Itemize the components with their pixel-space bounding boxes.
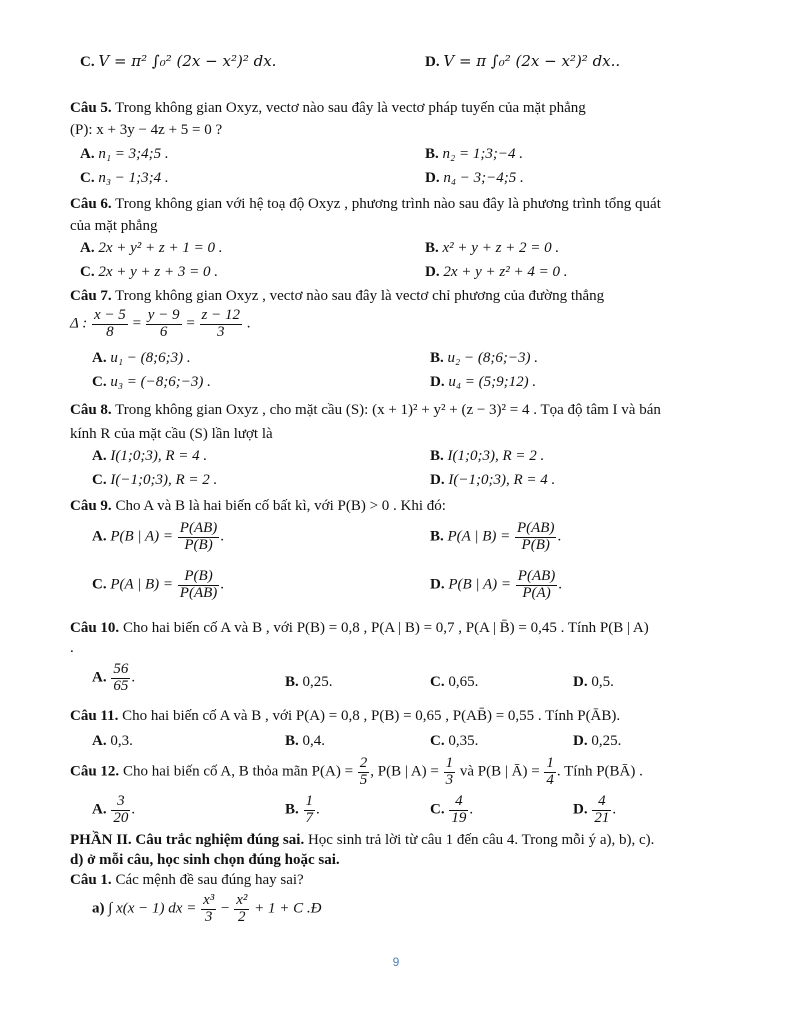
part2-heading-line2: d) ở mỗi câu, học sinh chọn đúng hoặc sai. xyxy=(70,852,340,868)
q7-option-a: A. u₁ − (8;6;3) . xyxy=(92,350,191,366)
q12-stem: Câu 12. Cho hai biến cố A, B thỏa mãn P(A) = $\frac{2}{5}$ , P(B | A) = $\frac{1}{3}$ và P(B | Ā) = $\frac{1}{4}$ . Tính P(BĀ) . xyxy=(70,755,643,788)
q9-option-c: C. P(A | B) = $\frac{P(B)}{P(AB)}$ . xyxy=(92,568,225,601)
q7-option-d: D. u₄ = (5;9;12) . xyxy=(430,374,537,390)
part2-heading-line1: PHẦN II. Câu trắc nghiệm đúng sai. Học sinh trả lời từ câu 1 đến câu 4. Trong mỗi ý a), b), c). xyxy=(70,832,655,848)
q5-option-b: B. n₂ = 1;3;−4 . xyxy=(425,146,523,162)
q9-option-a: A. P(B | A) = $\frac{P(AB)}{P(B)}$ . xyxy=(92,520,225,553)
q4-option-c: C. V = π² ∫₀² (2x − x²)² dx. xyxy=(80,52,277,70)
q8-option-d: D. I(−1;0;3), R = 4 . xyxy=(430,472,556,488)
q8-option-b: B. I(1;0;3), R = 2 . xyxy=(430,448,545,464)
q11-option-a: A. 0,3. xyxy=(92,733,133,749)
q10-option-a: A. $\frac{56}{65}$ . xyxy=(92,661,136,694)
q5-option-d: D. n₄ − 3;−4;5 . xyxy=(425,170,524,186)
q11-option-d: D. 0,25. xyxy=(573,733,622,749)
q10-stem-cont: . xyxy=(70,640,74,656)
q5-option-c: C. n₃ − 1;3;4 . xyxy=(80,170,169,186)
part2-q1-stem: Câu 1. Các mệnh đề sau đúng hay sai? xyxy=(70,872,304,888)
q7-option-c: C. u₃ = (−8;6;−3) . xyxy=(92,374,211,390)
q10-option-d: D. 0,5. xyxy=(573,674,614,690)
q8-stem-line1: Câu 8. Trong không gian Oxyz , cho mặt cầu (S): (x + 1)² + y² + (z − 3)² = 4 . Tọa độ tâm I và bán xyxy=(70,402,661,418)
q8-option-a: A. I(1;0;3), R = 4 . xyxy=(92,448,208,464)
q5-stem-line2: (P): x + 3y − 4z + 5 = 0 ? xyxy=(70,122,223,138)
q6-stem-line1: Câu 6. Trong không gian với hệ toạ độ Oxyz , phương trình nào sau đây là phương trình tổng quát xyxy=(70,196,661,212)
q7-fraction-z: $\frac{z - 12}{3}$ xyxy=(201,307,240,340)
q6-option-a: A. 2x + y² + z + 1 = 0 . xyxy=(80,240,223,256)
q4-option-c-formula: V = π² ∫₀² (2x − x²)² dx. xyxy=(98,52,277,70)
q6-option-b: B. x² + y + z + 2 = 0 . xyxy=(425,240,560,256)
q10-stem: Câu 10. Cho hai biến cố A và B , với P(B) = 0,8 , P(A | B) = 0,7 , P(A | B̄) = 0,45 . Tính P(B | A) xyxy=(70,620,649,636)
part2-heading: PHẦN II. Câu trắc nghiệm đúng sai. xyxy=(70,832,305,848)
q12-option-a: A. $\frac{3}{20}$ . xyxy=(92,793,136,826)
q8-option-c: C. I(−1;0;3), R = 2 . xyxy=(92,472,218,488)
q10-option-c: C. 0,65. xyxy=(430,674,479,690)
q9-option-d: D. P(B | A) = $\frac{P(AB)}{P(A)}$ . xyxy=(430,568,563,601)
q11-stem: Câu 11. Cho hai biến cố A và B , với P(A) = 0,8 , P(B) = 0,65 , P(AB̄) = 0,55 . Tính P(ĀB). xyxy=(70,708,621,724)
q6-option-c: C. 2x + y + z + 3 = 0 . xyxy=(80,264,218,280)
q7-fraction-x: $\frac{x - 5}{8}$ xyxy=(94,307,126,340)
q12-option-b: B. $\frac{1}{7}$ . xyxy=(285,793,320,826)
q7-line-equation: Δ : $\frac{x - 5}{8}$ = $\frac{y - 9}{6}$ = $\frac{z - 12}{3}$ . xyxy=(70,307,251,340)
q11-option-b: B. 0,4. xyxy=(285,733,326,749)
q5-option-a: A. n₁ = 3;4;5 . xyxy=(80,146,169,162)
q5-stem-line1: Câu 5. Trong không gian Oxyz, vectơ nào sau đây là vectơ pháp tuyến của mặt phẳng xyxy=(70,100,586,116)
q9-option-b: B. P(A | B) = $\frac{P(AB)}{P(B)}$ . xyxy=(430,520,562,553)
q4-option-d-formula: V = π ∫₀² (2x − x²)² dx.. xyxy=(443,52,621,70)
q8-stem-line2: kính R của mặt cầu (S) lần lượt là xyxy=(70,426,273,442)
q7-fraction-y: $\frac{y - 9}{6}$ xyxy=(147,307,180,340)
q7-stem-line1: Câu 7. Trong không gian Oxyz , vectơ nào sau đây là vectơ chỉ phương của đường thẳng xyxy=(70,288,605,304)
q6-stem-line2: của mặt phẳng xyxy=(70,218,158,234)
q7-option-b: B. u₂ − (8;6;−3) . xyxy=(430,350,538,366)
q9-stem: Câu 9. Cho A và B là hai biến cố bất kì, với P(B) > 0 . Khi đó: xyxy=(70,498,446,514)
q11-option-c: C. 0,35. xyxy=(430,733,479,749)
q12-option-c: C. $\frac{4}{19}$ . xyxy=(430,793,474,826)
page-number: 9 xyxy=(392,955,400,969)
q4-option-d: D. V = π ∫₀² (2x − x²)² dx.. xyxy=(425,52,621,70)
q6-option-d: D. 2x + y + z² + 4 = 0 . xyxy=(425,264,568,280)
q12-option-d: D. $\frac{4}{21}$ . xyxy=(573,793,617,826)
part2-q1-statement-a: a) ∫ x(x − 1) dx = $\frac{\text{x³}}{3}$ − $\frac{\text{x²}}{2}$ + 1 + C .Đ xyxy=(92,892,322,925)
q10-option-b: B. 0,25. xyxy=(285,674,333,690)
